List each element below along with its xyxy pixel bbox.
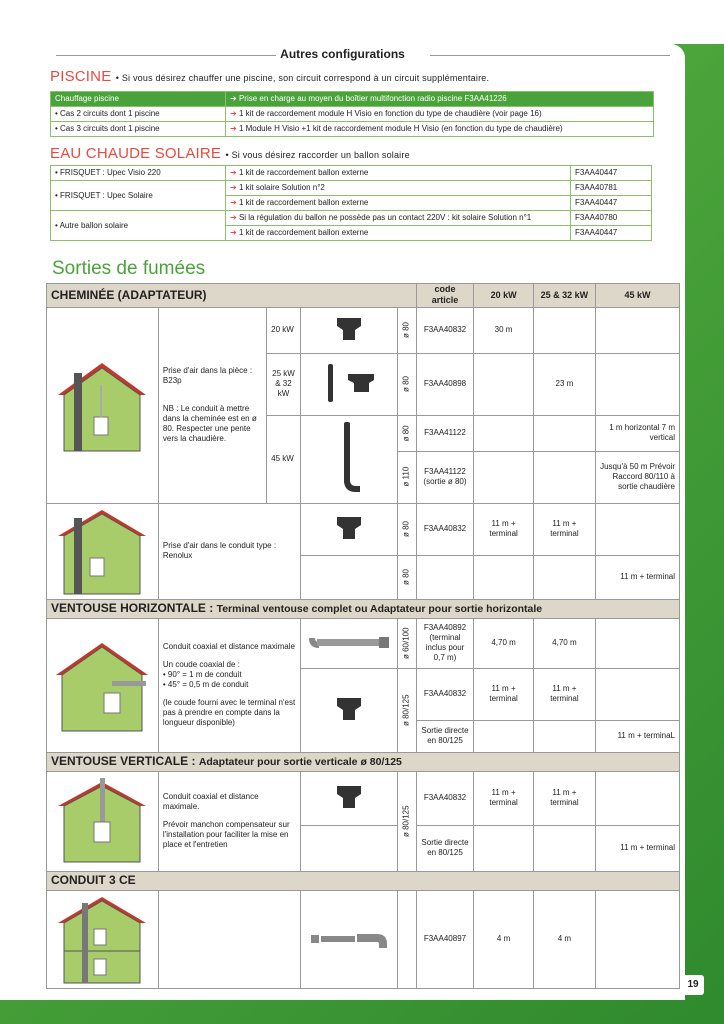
fumees-title: Sorties de fumées — [52, 258, 206, 279]
solaire-table — [50, 165, 652, 241]
code-article: F3AA41122 (sortie ø 80) — [416, 451, 474, 503]
page-title: Autres configurations — [280, 47, 405, 61]
value-45kw — [596, 890, 680, 988]
conduit-band — [47, 871, 680, 890]
ventouse-v-band — [47, 752, 680, 771]
table-row: • FRISQUET : Upec Solaire ➔ 1 kit solaire Solution n°2 F3AA40781 — [51, 181, 652, 196]
code-article — [416, 555, 474, 599]
value-2532kw — [533, 825, 595, 871]
house-illustration — [47, 618, 159, 752]
ventouse-v-desc1: Conduit coaxial et distance maximale. — [162, 792, 259, 811]
diameter: ø 80 — [397, 415, 416, 451]
value-20kw — [474, 555, 533, 599]
piscine-row-text: 1 kit de raccordement module H Visio en fonction du type de chaudière (voir page 16) — [238, 109, 542, 118]
cheminee-band — [47, 284, 680, 308]
ventouse-v-subtitle: Adaptateur pour sortie verticale ø 80/125 — [198, 755, 402, 768]
value-45kw: 11 m + terminal — [596, 825, 680, 871]
value-45kw — [596, 353, 680, 415]
piscine-row-text: 1 Module H Visio +1 kit de raccordement module H Visio (en fonction du type de chaudière) — [238, 124, 563, 133]
diameter: ø 80/125 — [397, 668, 416, 752]
value-45kw — [596, 618, 680, 668]
ventouse-h-desc2: Un coude coaxial de : — [162, 660, 240, 669]
title-rule-right — [430, 55, 670, 56]
house-illustration — [47, 771, 159, 871]
fumees-table — [46, 283, 680, 989]
piscine-row-text: Prise en charge au moyen du boîtier multifonction radio piscine F3AA41226 — [238, 94, 507, 103]
value-2532kw: 11 m + terminal — [533, 668, 595, 720]
house-illustration — [47, 503, 159, 599]
bent-pipe-icon — [300, 415, 397, 503]
table-row: • FRISQUET : Upec Visio 220 ➔ 1 kit de raccordement ballon externe F3AA40447 — [51, 166, 652, 181]
value-45kw: 11 m + terminaL — [596, 720, 680, 752]
elbow-kit-icon — [300, 890, 397, 988]
diameter: ø 80 — [397, 307, 416, 353]
value-20kw: 11 m + terminal — [474, 503, 533, 555]
house-illustration — [47, 307, 159, 503]
table-row — [47, 618, 680, 668]
ventouse-h-desc4: • 45° = 0,5 m de conduit — [162, 680, 249, 689]
ventouse-v-title: VENTOUSE VERTICALE : — [51, 753, 196, 768]
table-row: ➔ 1 kit de raccordement ballon externe F3AA40447 — [51, 196, 652, 211]
building-illustration — [47, 890, 159, 988]
ventouse-v-desc2: Prévoir manchon compensateur sur l'installation pour faciliter la mise en place et l'entretien — [162, 820, 290, 849]
cheminee-desc1: Prise d'air dans la pièce : B23p — [162, 366, 253, 385]
col-code: code article — [416, 284, 474, 308]
page-number: 19 — [682, 975, 704, 995]
diameter: ø 80 — [397, 503, 416, 555]
table-row — [47, 890, 680, 988]
solaire-heading: EAU CHAUDE SOLAIRE • Si vous désirez raccorder un ballon solaire — [50, 145, 410, 162]
terminal-icon — [300, 618, 397, 668]
col-2532kw: 25 & 32 kW — [533, 284, 595, 308]
power-label: 25 kW & 32 kW — [267, 353, 301, 415]
adapter-icon — [300, 307, 397, 353]
adapter-icon — [300, 771, 397, 825]
solaire-row-text: 1 kit de raccordement ballon externe — [238, 198, 369, 207]
code-article: F3AA41122 — [416, 415, 474, 451]
solaire-row-text: 1 kit de raccordement ballon externe — [238, 168, 369, 177]
code-article: F3AA40898 — [416, 353, 474, 415]
value-45kw — [596, 307, 680, 353]
ventouse-h-desc3: • 90° = 1 m de conduit — [162, 670, 242, 679]
ventouse-h-band — [47, 599, 680, 618]
value-20kw: 30 m — [474, 307, 533, 353]
table-row — [47, 503, 680, 555]
code-article: F3AA40832 — [416, 307, 474, 353]
solaire-row-text: Si la régulation du ballon ne possède pas un contact 220V : kit solaire Solution n°1 — [238, 213, 532, 222]
solaire-row-code: F3AA40447 — [571, 226, 652, 241]
table-row: • Autre ballon solaire ➔ Si la régulation du ballon ne possède pas un contact 220V : kit solaire Solution n°1 F3AA40780 — [51, 211, 652, 226]
value-20kw — [474, 720, 533, 752]
power-label: 20 kW — [267, 307, 301, 353]
piscine-subtitle: Si vous désirez chauffer une piscine, son circuit correspond à un circuit supplémentaire. — [121, 73, 490, 83]
value-20kw — [474, 825, 533, 871]
ventouse-h-subtitle: Terminal ventouse complet ou Adaptateur pour sortie horizontale — [216, 602, 543, 615]
value-2532kw: 4,70 m — [533, 618, 595, 668]
value-2532kw: 11 m + terminal — [533, 771, 595, 825]
col-20kw: 20 kW — [474, 284, 533, 308]
ventouse-h-title: VENTOUSE HORIZONTALE : — [51, 600, 214, 615]
solaire-row-code: F3AA40781 — [571, 181, 652, 196]
solaire-row-label: Autre ballon solaire — [59, 220, 129, 230]
piscine-title: PISCINE — [50, 68, 112, 85]
ventouse-h-desc1: Conduit coaxial et distance maximale — [162, 642, 295, 651]
diameter: ø 80 — [397, 353, 416, 415]
code-article: Sortie directe en 80/125 — [416, 720, 474, 752]
piscine-row-label: Chauffage piscine — [51, 92, 226, 107]
adapter-icon — [300, 503, 397, 555]
adapter-icon — [300, 668, 397, 752]
value-45kw — [596, 771, 680, 825]
value-45kw: 11 m + terminal — [596, 555, 680, 599]
solaire-row-text: 1 kit solaire Solution n°2 — [238, 183, 325, 192]
pipe-adapter-icon — [300, 353, 397, 415]
value-20kw: 11 m + terminal — [474, 771, 533, 825]
solaire-row-code: F3AA40447 — [571, 166, 652, 181]
cheminee-title: CHEMINÉE (ADAPTATEUR) — [47, 284, 417, 308]
value-20kw — [474, 415, 533, 451]
value-2532kw — [533, 555, 595, 599]
code-article: F3AA40832 — [416, 771, 474, 825]
diameter: ø 60/100 — [397, 618, 416, 668]
piscine-table — [50, 91, 654, 137]
solaire-row-text: 1 kit de raccordement ballon externe — [238, 228, 369, 237]
power-label: 45 kW — [267, 415, 301, 503]
table-row — [47, 307, 680, 353]
solaire-row-label: FRISQUET : Upec Visio 220 — [60, 168, 161, 177]
diameter: ø 110 — [397, 451, 416, 503]
code-article: F3AA40892 (terminal inclus pour 0,7 m) — [416, 618, 474, 668]
value-20kw — [474, 353, 533, 415]
solaire-row-code: F3AA40447 — [571, 196, 652, 211]
piscine-row-label: Cas 3 circuits dont 1 piscine — [60, 124, 160, 133]
code-article: F3AA40832 — [416, 503, 474, 555]
table-row: • Cas 3 circuits dont 1 piscine ➔ 1 Module H Visio +1 kit de raccordement module H Visio (en fonction du type de chaudière) — [51, 122, 654, 137]
value-20kw — [474, 451, 533, 503]
value-20kw: 4,70 m — [474, 618, 533, 668]
top-strip — [0, 0, 724, 44]
cheminee-desc2: NB : Le conduit à mettre dans la cheminée est en ø 80. Respecter une pente vers la chaudière. — [162, 404, 257, 443]
value-2532kw: 23 m — [533, 353, 595, 415]
ventouse-h-desc5: (le coude fourni avec le terminal n'est pas à prendre en compte dans la longueur disponible) — [162, 698, 296, 727]
solaire-row-label: FRISQUET : Upec Solaire — [60, 190, 153, 200]
value-45kw — [596, 503, 680, 555]
table-row: Chauffage piscine ➔ Prise en charge au moyen du boîtier multifonction radio piscine F3AA41226 — [51, 92, 654, 107]
value-2532kw — [533, 307, 595, 353]
value-2532kw — [533, 451, 595, 503]
code-article: F3AA40832 — [416, 668, 474, 720]
value-2532kw — [533, 415, 595, 451]
col-45kw: 45 kW — [596, 284, 680, 308]
value-20kw: 11 m + terminal — [474, 668, 533, 720]
value-2532kw: 11 m + terminal — [533, 503, 595, 555]
value-2532kw: 4 m — [533, 890, 595, 988]
piscine-heading: PISCINE • Si vous désirez chauffer une piscine, son circuit correspond à un circuit supplémentaire. — [50, 68, 490, 85]
diameter: ø 80 — [397, 555, 416, 599]
piscine-row-label: Cas 2 circuits dont 1 piscine — [60, 109, 160, 118]
table-row — [47, 771, 680, 825]
conduit-title: CONDUIT 3 CE — [47, 871, 680, 890]
solaire-subtitle: Si vous désirez raccorder un ballon solaire — [231, 150, 410, 160]
code-article: Sortie directe en 80/125 — [416, 825, 474, 871]
value-45kw — [596, 668, 680, 720]
code-article: F3AA40897 — [416, 890, 474, 988]
value-20kw: 4 m — [474, 890, 533, 988]
table-row: ➔ 1 kit de raccordement ballon externe F3AA40447 — [51, 226, 652, 241]
solaire-row-code: F3AA40780 — [571, 211, 652, 226]
table-row: • Cas 2 circuits dont 1 piscine ➔ 1 kit de raccordement module H Visio en fonction du type de chaudière (voir page 16) — [51, 107, 654, 122]
value-45kw: Jusqu'à 50 m Prévoir Raccord 80/110 à sortie chaudière — [596, 451, 680, 503]
diameter: ø 80/125 — [397, 771, 416, 871]
value-45kw: 1 m horizontal 7 m vertical — [596, 415, 680, 451]
cheminee-desc3: Prise d'air dans le conduit type : Renolux — [158, 503, 300, 599]
solaire-title: EAU CHAUDE SOLAIRE — [50, 145, 222, 162]
value-2532kw — [533, 720, 595, 752]
